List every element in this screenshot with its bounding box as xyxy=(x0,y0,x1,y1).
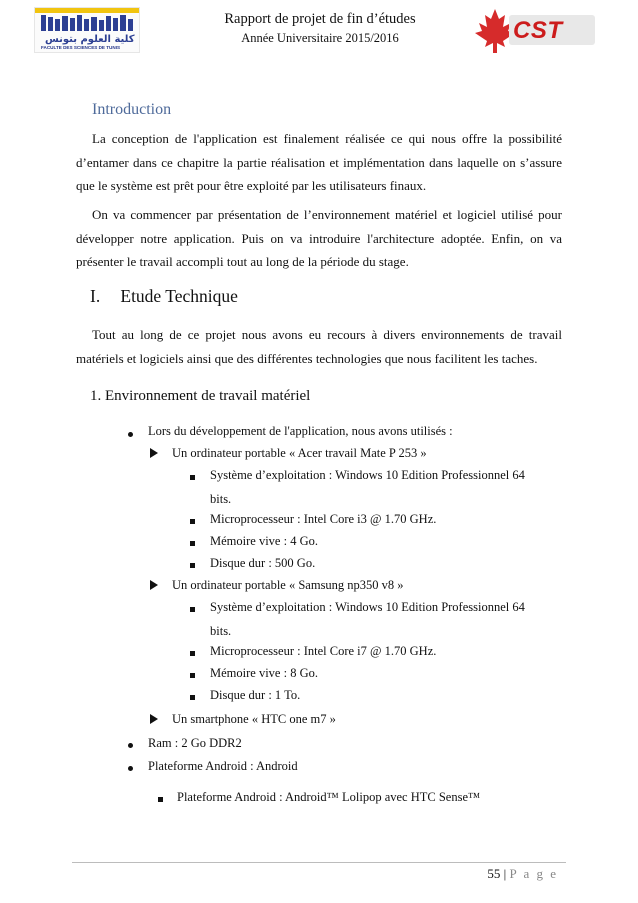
section-p-line-1: Tout au long de ce projet nous avons eu recours à divers environnements de travail xyxy=(92,327,562,342)
laptop-2-os-cont: bits. xyxy=(210,624,232,638)
laptop-1-disk: Disque dur : 500 Go. xyxy=(210,556,316,570)
laptop-1-os-cont: bits. xyxy=(210,492,232,506)
arrow-bullet-icon xyxy=(150,448,158,458)
square-bullet-icon xyxy=(190,695,195,700)
section-heading xyxy=(90,286,238,307)
square-bullet-icon xyxy=(190,673,195,678)
section-number: I. xyxy=(90,286,101,306)
list-item-intro: Lors du développement de l'application, nous avons utilisés : xyxy=(148,424,453,438)
intro-p1-line-2: d’entamer dans ce chapitre la partie réalisation et implémentation dans laquelle on s’assure xyxy=(76,154,562,170)
square-bullet-icon xyxy=(190,541,195,546)
page-number-separator: | xyxy=(503,866,507,881)
bullet-dot-icon xyxy=(128,766,133,771)
laptop-1-os: Système d’exploitation : Windows 10 Edition Professionnel 64 xyxy=(210,468,525,482)
arrow-bullet-icon xyxy=(150,714,158,724)
faculty-logo xyxy=(34,7,140,53)
list-item-platform: Plateforme Android : Android xyxy=(148,759,298,773)
faculty-logo-french: FACULTE DES SCIENCES DE TUNIS xyxy=(41,45,121,50)
list-item-ram: Ram : 2 Go DDR2 xyxy=(148,736,242,750)
bullet-dot-icon xyxy=(128,743,133,748)
subsection-heading: 1. Environnement de travail matériel xyxy=(90,388,311,404)
page-number-value: 55 xyxy=(487,866,501,881)
page-number xyxy=(487,866,558,882)
footer-divider xyxy=(72,862,566,863)
header-year: Année Universitaire 2015/2016 xyxy=(241,31,399,45)
arrow-bullet-icon xyxy=(150,580,158,590)
laptop-2-disk: Disque dur : 1 To. xyxy=(210,688,301,702)
square-bullet-icon xyxy=(190,519,195,524)
laptop-2-os: Système d’exploitation : Windows 10 Edition Professionnel 64 xyxy=(210,600,525,614)
intro-p2-line-3: présenter le travail accompli tout au long de la période du stage. xyxy=(76,254,409,269)
bullet-dot-icon xyxy=(128,432,133,437)
cst-logo-text: CST xyxy=(513,17,563,44)
square-bullet-icon xyxy=(190,475,195,480)
section-paragraph xyxy=(76,323,562,370)
list-item-laptop-2: Un ordinateur portable « Samsung np350 v8 » xyxy=(172,578,404,592)
intro-paragraph-2 xyxy=(76,203,562,274)
intro-paragraph-1 xyxy=(76,127,562,198)
page-label: P a g e xyxy=(509,866,558,881)
section-title: Etude Technique xyxy=(120,286,238,306)
list-item-phone: Un smartphone « HTC one m7 » xyxy=(172,712,336,726)
laptop-1-cpu: Microprocesseur : Intel Core i3 @ 1.70 GHz. xyxy=(210,512,437,526)
list-item-platform-detail: Plateforme Android : Android™ Lolipop avec HTC Sense™ xyxy=(177,790,481,804)
faculty-logo-arabic: كلية العلوم بتونس xyxy=(45,34,135,45)
laptop-2-ram: Mémoire vive : 8 Go. xyxy=(210,666,318,680)
header-title: Rapport de projet de fin d’études xyxy=(224,11,416,27)
square-bullet-icon xyxy=(190,651,195,656)
intro-p2-line-2: développer notre application. Puis on va introduire l'architecture adoptée. Enfin, on va xyxy=(76,230,562,246)
square-bullet-icon xyxy=(158,797,163,802)
square-bullet-icon xyxy=(190,607,195,612)
intro-p1-line-3: que le système est prêt pour être exploité par les utilisateurs finaux. xyxy=(76,178,427,193)
list-item-laptop-1: Un ordinateur portable « Acer travail Mate P 253 » xyxy=(172,446,427,460)
laptop-2-cpu: Microprocesseur : Intel Core i7 @ 1.70 GHz. xyxy=(210,644,437,658)
introduction-heading: Introduction xyxy=(92,101,172,118)
cst-logo xyxy=(473,3,598,57)
intro-p1-line-1: La conception de l'application est finalement réalisée ce qui nous offre la possibilité xyxy=(92,131,562,146)
laptop-1-ram: Mémoire vive : 4 Go. xyxy=(210,534,318,548)
intro-p2-line-1: On va commencer par présentation de l’environnement matériel et logiciel utilisé pour xyxy=(92,207,562,222)
square-bullet-icon xyxy=(190,563,195,568)
section-p-line-2: matériels et logiciels ainsi que des différentes technologies que nous facilitent les taches. xyxy=(76,350,538,366)
